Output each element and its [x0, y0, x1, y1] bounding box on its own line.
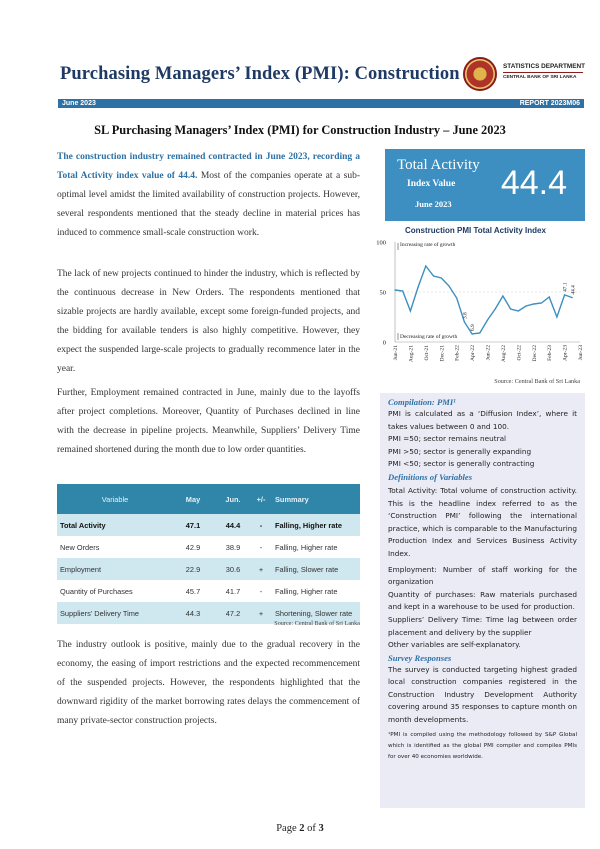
x-tick-label: Apr-22: [470, 345, 477, 362]
kpi-title: Total Activity: [397, 157, 480, 173]
pmi-line-chart: [362, 234, 588, 376]
cell-jun: 47.2: [225, 608, 241, 618]
cell-jun: 38.9: [225, 542, 241, 552]
x-tick-label: Jun-21: [393, 345, 399, 361]
cell-change: -: [259, 586, 263, 596]
definitions-heading: Definitions of Variables: [388, 471, 473, 482]
compilation-heading: Compilation: PMI¹: [388, 397, 456, 407]
footnote: ¹PMI is compiled using the methodology followed by S&P Global which is identified as the global PMI compiler and compiles PMIs for over 40 economies worldwide.: [388, 731, 577, 760]
highlight-sentence: The construction industry remained contracted in June 2023, recording a Total Activity index value of 44.4.: [57, 152, 360, 181]
y-tick-label: 50: [379, 289, 386, 297]
data-point: [425, 265, 426, 266]
cell-may: 42.9: [185, 542, 201, 552]
annotation-decreasing: Decreasing rate of growth: [400, 334, 458, 340]
cell-jun: 30.6: [225, 564, 241, 574]
header-change: +/-: [256, 494, 266, 504]
data-point: [549, 296, 550, 297]
data-point: [556, 316, 557, 317]
data-point: [441, 277, 442, 278]
chart-title: Construction PMI Total Activity Index: [405, 226, 546, 235]
data-point: [525, 305, 526, 306]
table-row: [57, 514, 360, 536]
x-tick-label: Apr-23: [562, 345, 569, 362]
cell-variable: Quantity of Purchases: [60, 586, 133, 596]
cell-summary: Falling, Higher rate: [275, 542, 338, 552]
paragraph-4: The industry outlook is positive, mainly due to the gradual recovery in the economy, the easing of import restrictions and the expected recommencement of the suspended projects. However, the respondents highlighted that the downward rigidity of the market borrowing rates delays the commencement of many private-sector construction projects.: [57, 640, 360, 726]
total-pages: 3: [318, 823, 324, 834]
cell-summary: Shortening, Slower rate: [275, 608, 353, 618]
cell-summary: Falling, Slower rate: [275, 564, 339, 574]
cell-may: 44.3: [185, 608, 201, 618]
series-line: [395, 266, 572, 334]
data-point: [564, 294, 565, 295]
survey-text: The survey is conducted targeting highest graded local construction companies registered in the Construction Industry Development Authority covering around 35 responses to capture month on month developments.: [388, 664, 577, 725]
x-tick-label: Aug-22: [500, 345, 507, 363]
data-point: [394, 289, 395, 290]
central-bank-emblem-icon: [463, 57, 497, 91]
cell-change: +: [258, 608, 264, 618]
compilation-line: PMI >50; sector is generally expanding: [388, 446, 532, 456]
report-title: Purchasing Managers’ Index (PMI): Construction: [60, 64, 460, 84]
data-point: [495, 308, 496, 309]
x-tick-label: Dec-22: [531, 345, 538, 362]
data-point: [487, 319, 488, 320]
data-label: 3.8: [462, 312, 469, 319]
compilation-line: PMI =50; sector remains neutral: [388, 434, 507, 444]
data-point: [518, 310, 519, 311]
chart-source: Source: Central Bank of Sri Lanka: [494, 378, 580, 385]
data-point: [402, 290, 403, 291]
department-divider: [503, 72, 583, 73]
cell-jun: 44.4: [225, 520, 241, 530]
cell-may: 45.7: [185, 586, 201, 596]
data-point: [533, 303, 534, 304]
annotation-increasing: Increasing rate of growth: [400, 242, 456, 248]
data-point: [456, 297, 457, 298]
y-tick-label: 100: [376, 239, 386, 247]
page-subtitle: SL Purchasing Managers’ Index (PMI) for Construction Industry – June 2023: [94, 123, 506, 137]
x-tick-label: Oct-21: [423, 345, 430, 361]
cell-jun: 41.7: [225, 586, 241, 596]
data-point: [502, 295, 503, 296]
cell-summary: Falling, Higher rate: [275, 586, 338, 596]
data-point: [471, 333, 472, 334]
report-banner: [58, 99, 584, 108]
current-page: 2: [299, 823, 305, 834]
data-point: [541, 302, 542, 303]
x-tick-label: Feb-23: [547, 345, 554, 361]
x-tick-label: Oct-22: [516, 345, 523, 361]
cell-may: 47.1: [185, 520, 201, 530]
paragraph-3: Further, Employment remained contracted in June, mainly due to the layoffs after project completions. Moreover, Quantity of Purchases declined in line with the decrease in pipeline projects. Meanwhile, Suppliers’ Delivery Time remained shortened during the month due to low order quantities.: [57, 388, 360, 455]
data-point: [410, 310, 411, 311]
table-row: [57, 580, 360, 602]
data-point: [433, 275, 434, 276]
data-label: 47.1: [562, 282, 569, 292]
cell-variable: Suppliers’ Delivery Time: [60, 608, 139, 618]
data-point: [572, 297, 573, 298]
y-tick-label: 0: [382, 339, 386, 347]
data-point: [464, 321, 465, 322]
data-point: [510, 308, 511, 309]
definition-item: Employment: Number of staff working for the organization: [388, 564, 577, 587]
paragraph-1: [57, 148, 360, 243]
total-activity-kpi: [385, 149, 585, 221]
header-variable: Variable: [101, 494, 129, 504]
kpi-value: 44.4: [500, 164, 567, 202]
cell-may: 22.9: [185, 564, 201, 574]
compilation-line: PMI <50; sector is generally contracting: [388, 459, 535, 469]
x-tick-label: Jun-22: [485, 345, 492, 361]
report-number: REPORT 2023M06: [519, 100, 580, 107]
paragraph-1-text: Most of the companies operate at a sub-optimal level amidst the limited availability of construction projects. However, several respondents mentioned that the steady decline in material prices has induced to commence small-scale construction work.: [57, 171, 360, 238]
data-label: 6.9: [470, 324, 477, 331]
header-summary: Summary: [275, 494, 309, 504]
cell-variable: Total Activity: [60, 520, 106, 530]
data-point: [418, 286, 419, 287]
cell-summary: Falling, Higher rate: [275, 520, 342, 530]
report-month: June 2023: [62, 100, 96, 107]
x-tick-label: Aug-21: [408, 345, 415, 363]
summary-table: [57, 484, 360, 624]
table-header-row: [57, 484, 360, 514]
header-may: May: [185, 494, 201, 504]
header-jun: Jun.: [225, 494, 241, 504]
cell-variable: New Orders: [60, 542, 100, 552]
x-tick-label: Jun-23: [578, 345, 584, 361]
table-source: Source: Central Bank of Sri Lanka: [274, 620, 360, 627]
department-name: STATISTICS DEPARTMENT: [503, 63, 586, 70]
page-number: [0, 823, 600, 834]
cell-change: -: [259, 520, 263, 530]
data-point: [448, 285, 449, 286]
cell-variable: Employment: [60, 564, 102, 574]
definition-item: Other variables are self-explanatory.: [388, 640, 521, 650]
paragraph-2: The lack of new projects continued to hinder the industry, which is reflected by the continuous decrease in New Orders. The respondents mentioned that sizable projects are hardly available, except some foreign-funded projects, and the bidding for available tenders is also highly competitive. However, they expect the suspended large-scale projects to gradually recommence later in the year.: [57, 269, 360, 374]
x-tick-label: Feb-22: [454, 345, 461, 361]
data-label: 44.4: [570, 285, 577, 295]
table-row: [57, 536, 360, 558]
survey-heading: Survey Responses: [388, 652, 452, 663]
x-tick-label: Dec-21: [439, 345, 446, 362]
definition-item: Total Activity: Total volume of construction activity. This is the headline index referred to as the ‘Construction PMI’ following the international practice, which is comparable to the Manufacturing Production Index and Services Business Activity Index.: [388, 485, 577, 558]
kpi-period: June 2023: [415, 199, 452, 209]
data-point: [479, 332, 480, 333]
kpi-label: Index Value: [407, 179, 456, 189]
page-prefix: Page: [276, 823, 300, 834]
bank-name: CENTRAL BANK OF SRI LANKA: [503, 75, 577, 80]
methodology-sidebar: [380, 393, 585, 808]
definition-item: Quantity of purchases: Raw materials purchased and kept in a warehouse to be used for production.: [388, 589, 577, 612]
table-row: [57, 558, 360, 580]
cell-change: +: [258, 564, 264, 574]
definition-item: Suppliers’ Delivery Time: Time lag between order placement and delivery by the supplier: [388, 614, 577, 637]
compilation-line: PMI is calculated as a ‘Diffusion Index’, where it takes values between 0 and 100.: [388, 409, 577, 431]
cell-change: -: [259, 542, 263, 552]
page-of: of: [304, 823, 319, 834]
